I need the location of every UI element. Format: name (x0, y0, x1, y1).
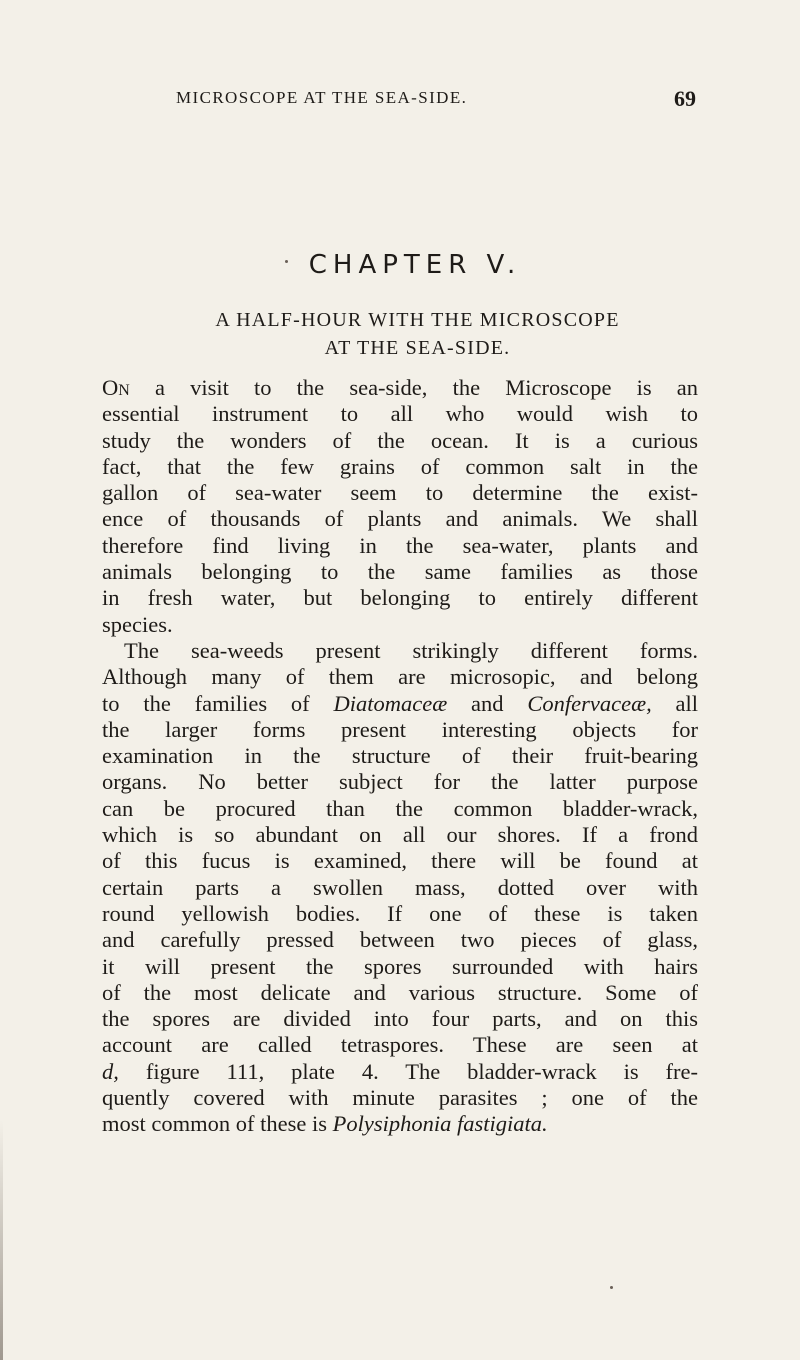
text-line: the spores are divided into four parts, and on this (102, 1006, 698, 1032)
italic-term: Diatomaceæ (333, 690, 448, 716)
text-line (102, 1059, 698, 1085)
text-line: therefore find living in the sea-water, plants and (102, 532, 698, 558)
text-line: study the wonders of the ocean. It is a curious (102, 427, 698, 453)
text-line (102, 375, 698, 401)
italic-term: d, (102, 1058, 119, 1084)
text-fragment: figure 111, plate 4. The bladder-wrack is fre- (145, 1058, 698, 1084)
text-line: can be procured than the common bladder-wrack, (102, 795, 698, 821)
text-line: account are called tetraspores. These are seen at (102, 1032, 698, 1058)
text-fragment: and (471, 690, 504, 716)
text-fragment: all (675, 690, 699, 716)
text-line: species. (102, 611, 173, 637)
text-fragment: a visit to the sea-side, the Microscope is an (154, 375, 698, 400)
chapter-title (0, 306, 800, 362)
text-line: organs. No better subject for the latter purpose (102, 769, 698, 795)
chapter-title-line-2: AT THE SEA-SIDE. (324, 337, 511, 359)
text-line (102, 1111, 698, 1137)
chapter-label: CHAPTER V. (308, 250, 522, 280)
text-line: gallon of sea-water seem to determine the exist- (102, 480, 698, 506)
text-line: Although many of them are microsopic, and belong (102, 664, 698, 690)
page-edge-shadow (0, 1120, 3, 1360)
text-line: it will present the spores surrounded with hairs (102, 953, 698, 979)
italic-term: Polysiphonia fastigiata. (332, 1111, 548, 1137)
chapter-title-line-1: A HALF-HOUR WITH THE MICROSCOPE (215, 309, 620, 331)
text-line: examination in the structure of their fruit-bearing (102, 743, 698, 769)
drop-word: On (102, 375, 130, 400)
text-line: and carefully pressed between two pieces of glass, (102, 927, 698, 953)
text-line: The sea-weeds present strikingly different forms. (124, 637, 698, 663)
running-head (176, 88, 696, 114)
text-line: essential instrument to all who would wish to (102, 401, 698, 427)
print-speck (285, 260, 288, 263)
text-line: fact, that the few grains of common salt in the (102, 453, 698, 479)
text-line (102, 691, 698, 717)
text-line: quently covered with minute parasites ; one of the (102, 1085, 698, 1111)
text-line: round yellowish bodies. If one of these is taken (102, 900, 698, 926)
text-line: animals belonging to the same families as those (102, 559, 698, 585)
text-line: certain parts a swollen mass, dotted over with (102, 874, 698, 900)
italic-term: Confervaceæ, (527, 690, 652, 716)
text-line: ence of thousands of plants and animals. We shall (102, 506, 698, 532)
text-line: of this fucus is examined, there will be found at (102, 848, 698, 874)
text-fragment: to the families of (102, 690, 310, 716)
text-line: of the most delicate and various structure. Some of (102, 979, 698, 1005)
text-fragment: most common of these is (102, 1111, 327, 1137)
text-line: the larger forms present interesting objects for (102, 716, 698, 742)
text-line: which is so abundant on all our shores. If a frond (102, 822, 698, 848)
text-line: in fresh water, but belonging to entirely different (102, 585, 698, 611)
body-text (102, 375, 698, 1138)
running-title: MICROSCOPE AT THE SEA-SIDE. (176, 88, 468, 107)
print-speck (610, 1286, 613, 1289)
page-number: 69 (674, 86, 696, 111)
